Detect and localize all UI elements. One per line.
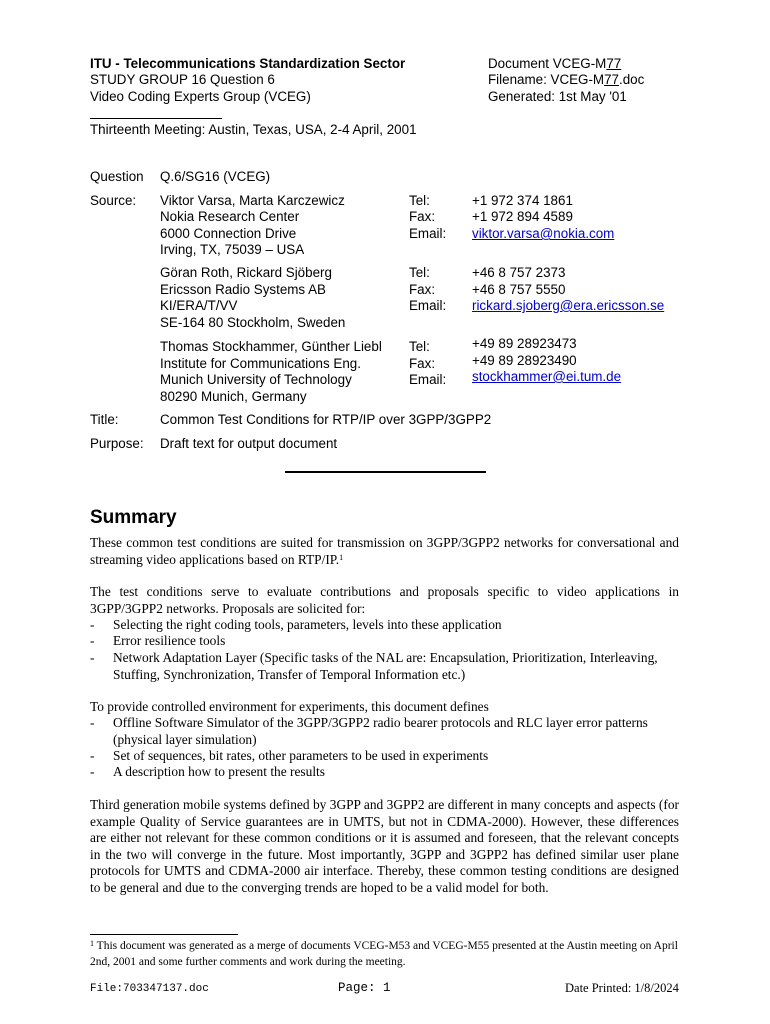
source-line: Göran Roth, Rickard Sjöberg: [160, 265, 332, 280]
footnote-ref: 1: [339, 552, 344, 562]
summary-heading: Summary: [90, 507, 177, 528]
tel-label: Tel:: [409, 193, 430, 208]
tel-value: +49 89 28923473: [472, 336, 577, 351]
source-line: Irving, TX, 75039 – USA: [160, 242, 305, 257]
footer-filename: File:703347137.doc: [90, 983, 209, 995]
tel-value: +46 8 757 2373: [472, 265, 566, 280]
email-link[interactable]: stockhammer@ei.tum.de: [472, 369, 622, 384]
title-label: Title:: [90, 412, 119, 427]
fax-label: Fax:: [409, 209, 436, 224]
header-divider: [90, 118, 222, 119]
footer-page: Page: 1: [338, 981, 391, 995]
email-link[interactable]: rickard.sjoberg@era.ericsson.se: [472, 298, 665, 313]
purpose-value: Draft text for output document: [160, 436, 338, 451]
fax-value: +1 972 894 4589: [472, 209, 573, 224]
purpose-label: Purpose:: [90, 436, 144, 451]
vceg-name: Video Coding Experts Group (VCEG): [90, 89, 311, 104]
org-name: ITU - Telecommunications Standardization Sector: [90, 56, 406, 71]
source-label: Source:: [90, 193, 137, 208]
footnote: $^1$ This document was generated as a merge of documents VCEG-M53 and VCEG-M55 presented at the Austin meeting on April 2nd, 2001 and some further comments and work during the meeting.: [90, 939, 678, 968]
summary-paragraph: To provide controlled environment for experiments, this document defines: [90, 699, 489, 714]
fax-label: Fax:: [409, 356, 436, 371]
footer-date-printed: Date Printed: 1/8/2024: [565, 981, 679, 995]
filename: Filename: VCEG-M77.doc: [488, 72, 645, 87]
email-label: Email:: [409, 372, 447, 387]
summary-paragraph: Third generation mobile systems defined by 3GPP and 3GPP2 are different in many concepts and aspects (for example Quality of Service guarantees are in UMTS, but not in CDMA-2000). However, these differences are either not relevant for these common conditions or it is assumed and foreseen, that the relevant concepts in the two will converge in the future. Most importantly, 3GPP and 3GPP2 has defined similar user plane protocols for UMTS and CDMA-2000 air interface. Thereby, these common testing conditions are designed to be general and due to the converging trends are hoped to be a valid model for both.: [90, 797, 679, 895]
document-number: Document VCEG-M77: [488, 56, 622, 71]
email-label: Email:: [409, 226, 447, 241]
tel-value: +1 972 374 1861: [472, 193, 573, 208]
email-link[interactable]: viktor.varsa@nokia.com: [472, 226, 615, 241]
summary-paragraph: The test conditions serve to evaluate contributions and proposals specific to video applications in 3GPP/3GPP2 networks. Proposals are solicited for:: [90, 584, 679, 616]
tel-label: Tel:: [409, 339, 430, 354]
question-value: Q.6/SG16 (VCEG): [160, 169, 271, 184]
email-label: Email:: [409, 298, 447, 313]
fax-value: +49 89 28923490: [472, 353, 577, 368]
fax-value: +46 8 757 5550: [472, 282, 566, 297]
meeting-line: Thirteenth Meeting: Austin, Texas, USA, 2-4 April, 2001: [90, 122, 417, 137]
source-line: Ericsson Radio Systems AB: [160, 282, 326, 297]
source-line: Institute for Communications Eng.: [160, 356, 361, 371]
fax-label: Fax:: [409, 282, 436, 297]
source-line: Nokia Research Center: [160, 209, 300, 224]
footnote-divider: [90, 934, 238, 935]
tel-label: Tel:: [409, 265, 430, 280]
source-line: SE-164 80 Stockholm, Sweden: [160, 315, 346, 330]
source-line: Munich University of Technology: [160, 372, 352, 387]
source-line: 80290 Munich, Germany: [160, 389, 307, 404]
title-value: Common Test Conditions for RTP/IP over 3GPP/3GPP2: [160, 412, 492, 427]
source-line: 6000 Connection Drive: [160, 226, 297, 241]
source-line: Viktor Varsa, Marta Karczewicz: [160, 193, 345, 208]
section-divider: [285, 471, 486, 473]
study-group: STUDY GROUP 16 Question 6: [90, 72, 275, 87]
question-label: Question: [90, 169, 144, 184]
source-line: KI/ERA/T/VV: [160, 298, 238, 313]
generated-date: Generated: 1st May '01: [488, 89, 627, 104]
summary-paragraph: These common test conditions are suited for transmission on 3GPP/3GPP2 networks for conversational and streaming video applications based on RTP/IP.$^1$: [90, 535, 679, 567]
source-line: Thomas Stockhammer, Günther Liebl: [160, 339, 382, 354]
